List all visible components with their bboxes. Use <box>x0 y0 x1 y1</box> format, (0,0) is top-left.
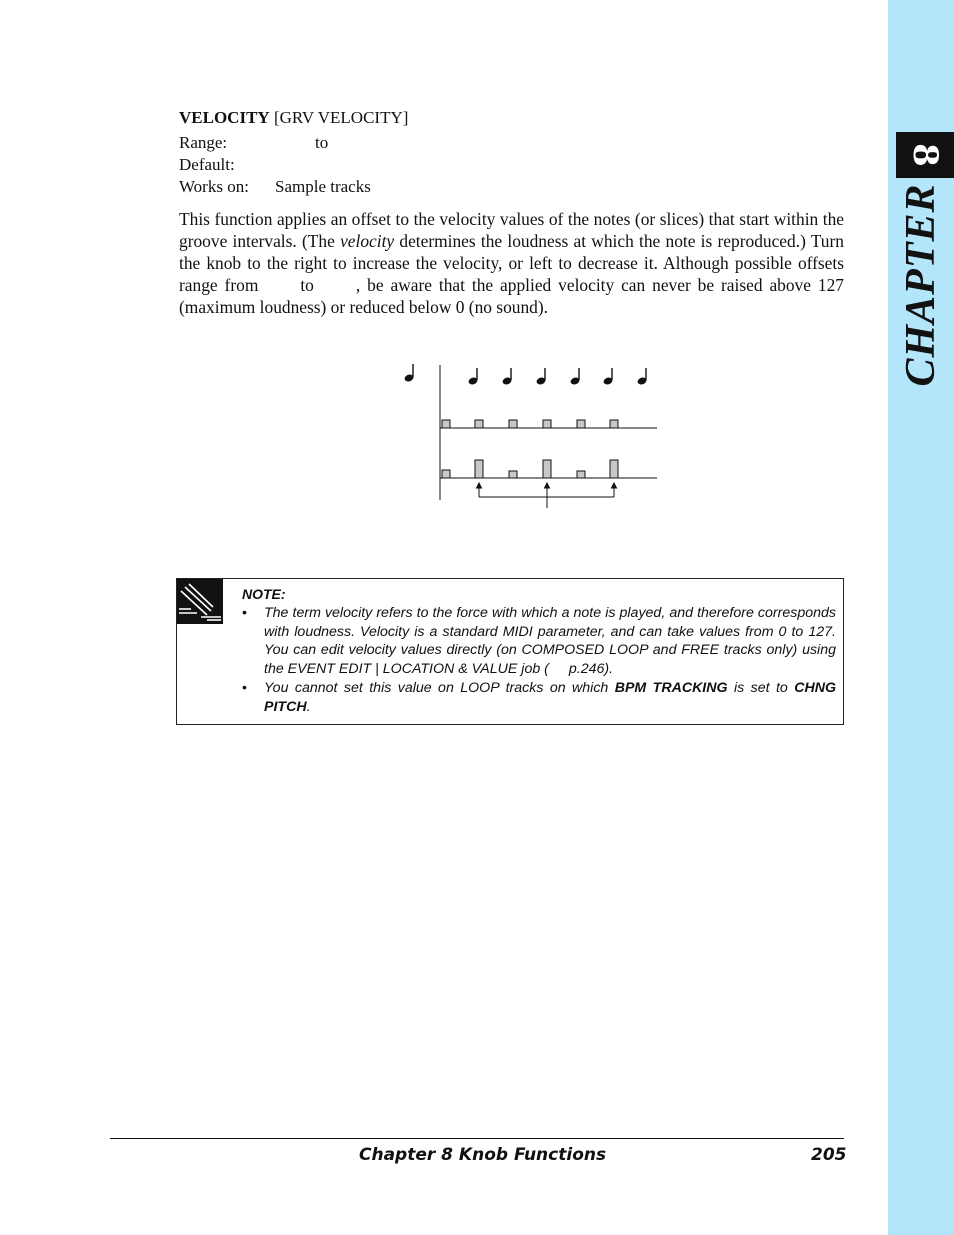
param-works-on-label: Works on: <box>179 177 249 196</box>
body-paragraph <box>179 208 844 318</box>
applied-velocity-bars <box>442 460 618 478</box>
note-symbol <box>637 368 648 386</box>
groove-velocity-diagram <box>400 360 660 512</box>
body-text-2: determines the loudness at which the note is reproduced.) Turn the knob to the right to increase the velocity, or left to decrease it. Although possible offsets range from <box>179 231 844 295</box>
body-text-3: , be aware that the applied velocity can never be raised above 127 (maximum loudness) or reduced below 0 (no sound). <box>179 275 844 317</box>
chapter-word: CHAPTER <box>898 183 944 387</box>
param-range-to: to <box>315 133 329 152</box>
note-item: • The term velocity refers to the force with which a note is played, and therefore corresponds with loudness. Velocity is a standard MIDI parameter, and can take values from 0 to 127. You can edit velocity values directly (on COMPOSED LOOP and FREE tracks only) using the EVENT EDIT | LOCATION & VALUE job ( p.246). <box>242 605 836 678</box>
velocity-bar <box>509 471 517 478</box>
note-symbol <box>468 368 479 386</box>
body-to: to <box>300 275 314 295</box>
note-item-2-text-e: . <box>306 698 311 715</box>
note-item: • You cannot set this value on LOOP tracks on which BPM TRACKING is set to CHNG PITCH. <box>242 679 836 715</box>
note-item-1-ref: p.246). <box>568 661 614 678</box>
section-title-bold: VELOCITY <box>179 108 270 127</box>
velocity-bar <box>577 420 585 428</box>
param-default-label: Default: <box>179 155 235 174</box>
section-title-rest: [GRV VELOCITY] <box>269 108 409 127</box>
note-symbol <box>536 368 547 386</box>
groove-bracket <box>477 483 617 508</box>
note-symbols-row <box>468 368 648 386</box>
note-symbol <box>570 368 581 386</box>
velocity-bar <box>442 420 450 428</box>
velocity-bar <box>610 460 618 478</box>
velocity-bar <box>543 420 551 428</box>
section-heading <box>179 108 408 128</box>
chapter-number: 8 <box>904 143 945 167</box>
footer-page-number: 205 <box>811 1145 847 1165</box>
original-velocity-bars <box>442 420 618 428</box>
note-item-2-bpm-tracking: BPM TRACKING <box>614 679 728 696</box>
note-title: NOTE: <box>242 586 286 602</box>
param-works-on-value: Sample tracks <box>275 177 371 196</box>
note-item-1-text: The term velocity refers to the force with which a note is played, and therefore corresponds with loudness. Velocity is a standard MIDI parameter, and can take values from 0 to 127. You can edit velocity values directly (on COMPOSED LOOP and FREE tracks only) using the EVENT EDIT | LOCATION & VALUE job ( <box>264 605 836 678</box>
note-symbol-legend <box>404 364 415 383</box>
note-symbol <box>603 368 614 386</box>
note-item-2-chng-pitch: CHNG PITCH <box>264 679 836 715</box>
chapter-number-tab <box>896 132 954 178</box>
note-item-2-text-a: You cannot set this value on LOOP tracks on which <box>264 679 615 696</box>
body-text-1: This function applies an offset to the velocity values of the notes (or slices) that start within the groove intervals. (The <box>179 209 844 251</box>
velocity-bar <box>543 460 551 478</box>
note-box <box>176 578 844 725</box>
velocity-bar <box>475 460 483 478</box>
footer-rule <box>110 1138 844 1139</box>
note-list <box>242 604 836 716</box>
note-pencil-icon <box>177 579 223 624</box>
velocity-bar <box>475 420 483 428</box>
note-item-2-text-c: is set to <box>727 679 795 696</box>
velocity-bar <box>577 471 585 478</box>
footer-chapter-label: Chapter 8 Knob Functions <box>359 1145 607 1165</box>
velocity-bar <box>509 420 517 428</box>
note-symbol <box>502 368 513 386</box>
body-velocity-italic: velocity <box>340 231 395 251</box>
velocity-bar <box>610 420 618 428</box>
velocity-bar <box>442 470 450 478</box>
param-range-label: Range: <box>179 133 228 152</box>
